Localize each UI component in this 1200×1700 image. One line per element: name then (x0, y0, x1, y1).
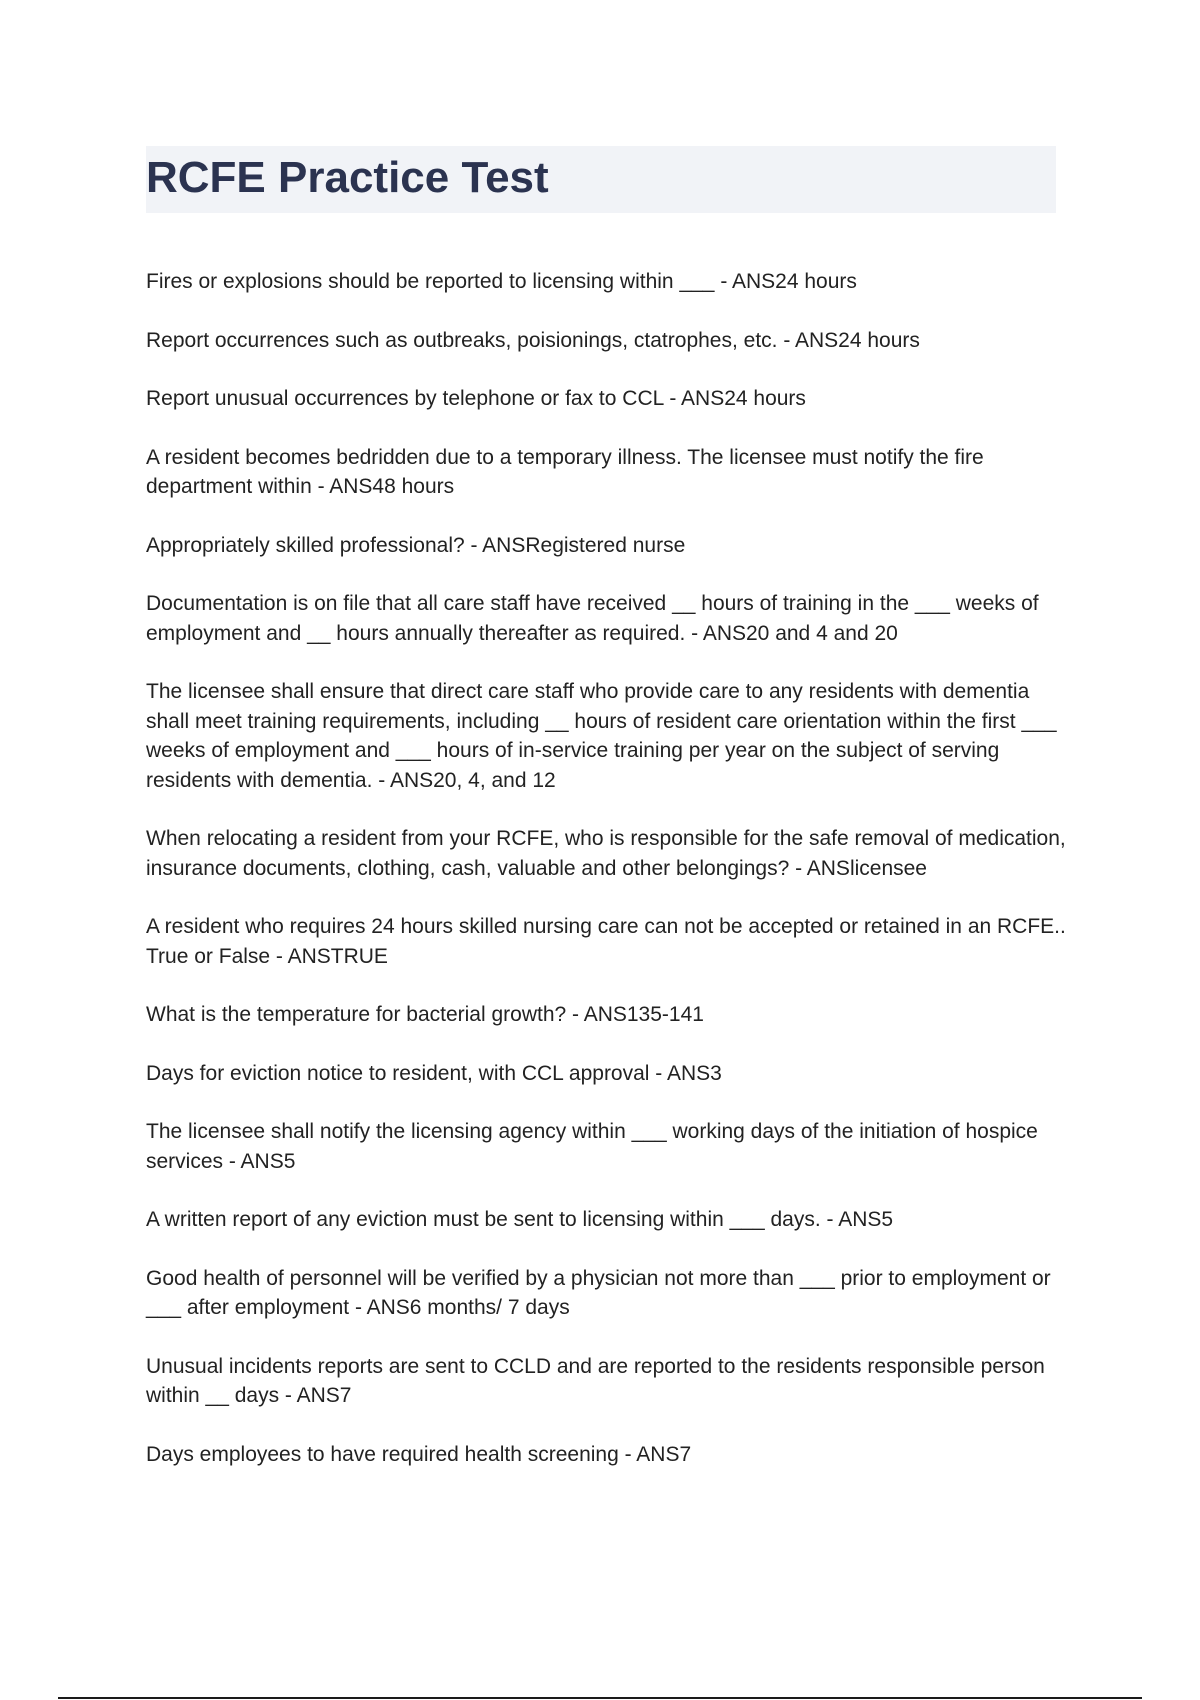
page-title: RCFE Practice Test (146, 153, 549, 202)
qa-item: Fires or explosions should be reported to licensing within ___ - ANS24 hours (146, 270, 857, 293)
qa-item: A resident who requires 24 hours skilled nursing care can not be accepted or retained in an RCFE.. True or False - ANSTRUE (146, 915, 1066, 968)
qa-item: A written report of any eviction must be sent to licensing within ___ days. - ANS5 (146, 1208, 894, 1231)
qa-item: Report unusual occurrences by telephone or fax to CCL - ANS24 hours (146, 387, 806, 410)
qa-item: When relocating a resident from your RCFE, who is responsible for the safe removal of medication, insurance documents, clothing, cash, valuable and other belongings? - ANSlicensee (146, 827, 1066, 880)
qa-item: Days for eviction notice to resident, with CCL approval - ANS3 (146, 1061, 722, 1085)
qa-item: Unusual incidents reports are sent to CCLD and are reported to the residents responsible person within __ days - ANS7 (146, 1354, 1045, 1407)
qa-item: The licensee shall ensure that direct care staff who provide care to any residents with dementia shall meet training requirements, including __ hours of resident care orientation within the first ___ weeks of employment and ___ hours of in-service training per year on the subject of serving residents with dementia. - ANS20, 4, and 12 (146, 680, 1057, 792)
qa-item: Documentation is on file that all care staff have received __ hours of training in the ___ weeks of employment and __ hours annually thereafter as required. - ANS20 and 4 and 20 (146, 592, 1039, 645)
qa-item: The licensee shall notify the licensing agency within ___ working days of the initiation of hospice services - ANS5 (146, 1120, 1038, 1173)
page-bottom-divider (58, 1697, 1142, 1699)
qa-item: Appropriately skilled professional? - ANSRegistered nurse (146, 533, 686, 557)
title-band (146, 146, 1056, 213)
qa-item: Report occurrences such as outbreaks, poisionings, ctatrophes, etc. - ANS24 hours (146, 328, 920, 352)
qa-item: Good health of personnel will be verified by a physician not more than ___ prior to employment or ___ after employment - ANS6 months/ 7 days (146, 1266, 1051, 1319)
qa-list (146, 267, 1066, 1498)
qa-item: What is the temperature for bacterial growth? - ANS135-141 (146, 1003, 704, 1026)
qa-item: Days employees to have required health screening - ANS7 (146, 1442, 692, 1466)
qa-item: A resident becomes bedridden due to a temporary illness. The licensee must notify the fire department within - ANS48 hours (146, 445, 984, 498)
